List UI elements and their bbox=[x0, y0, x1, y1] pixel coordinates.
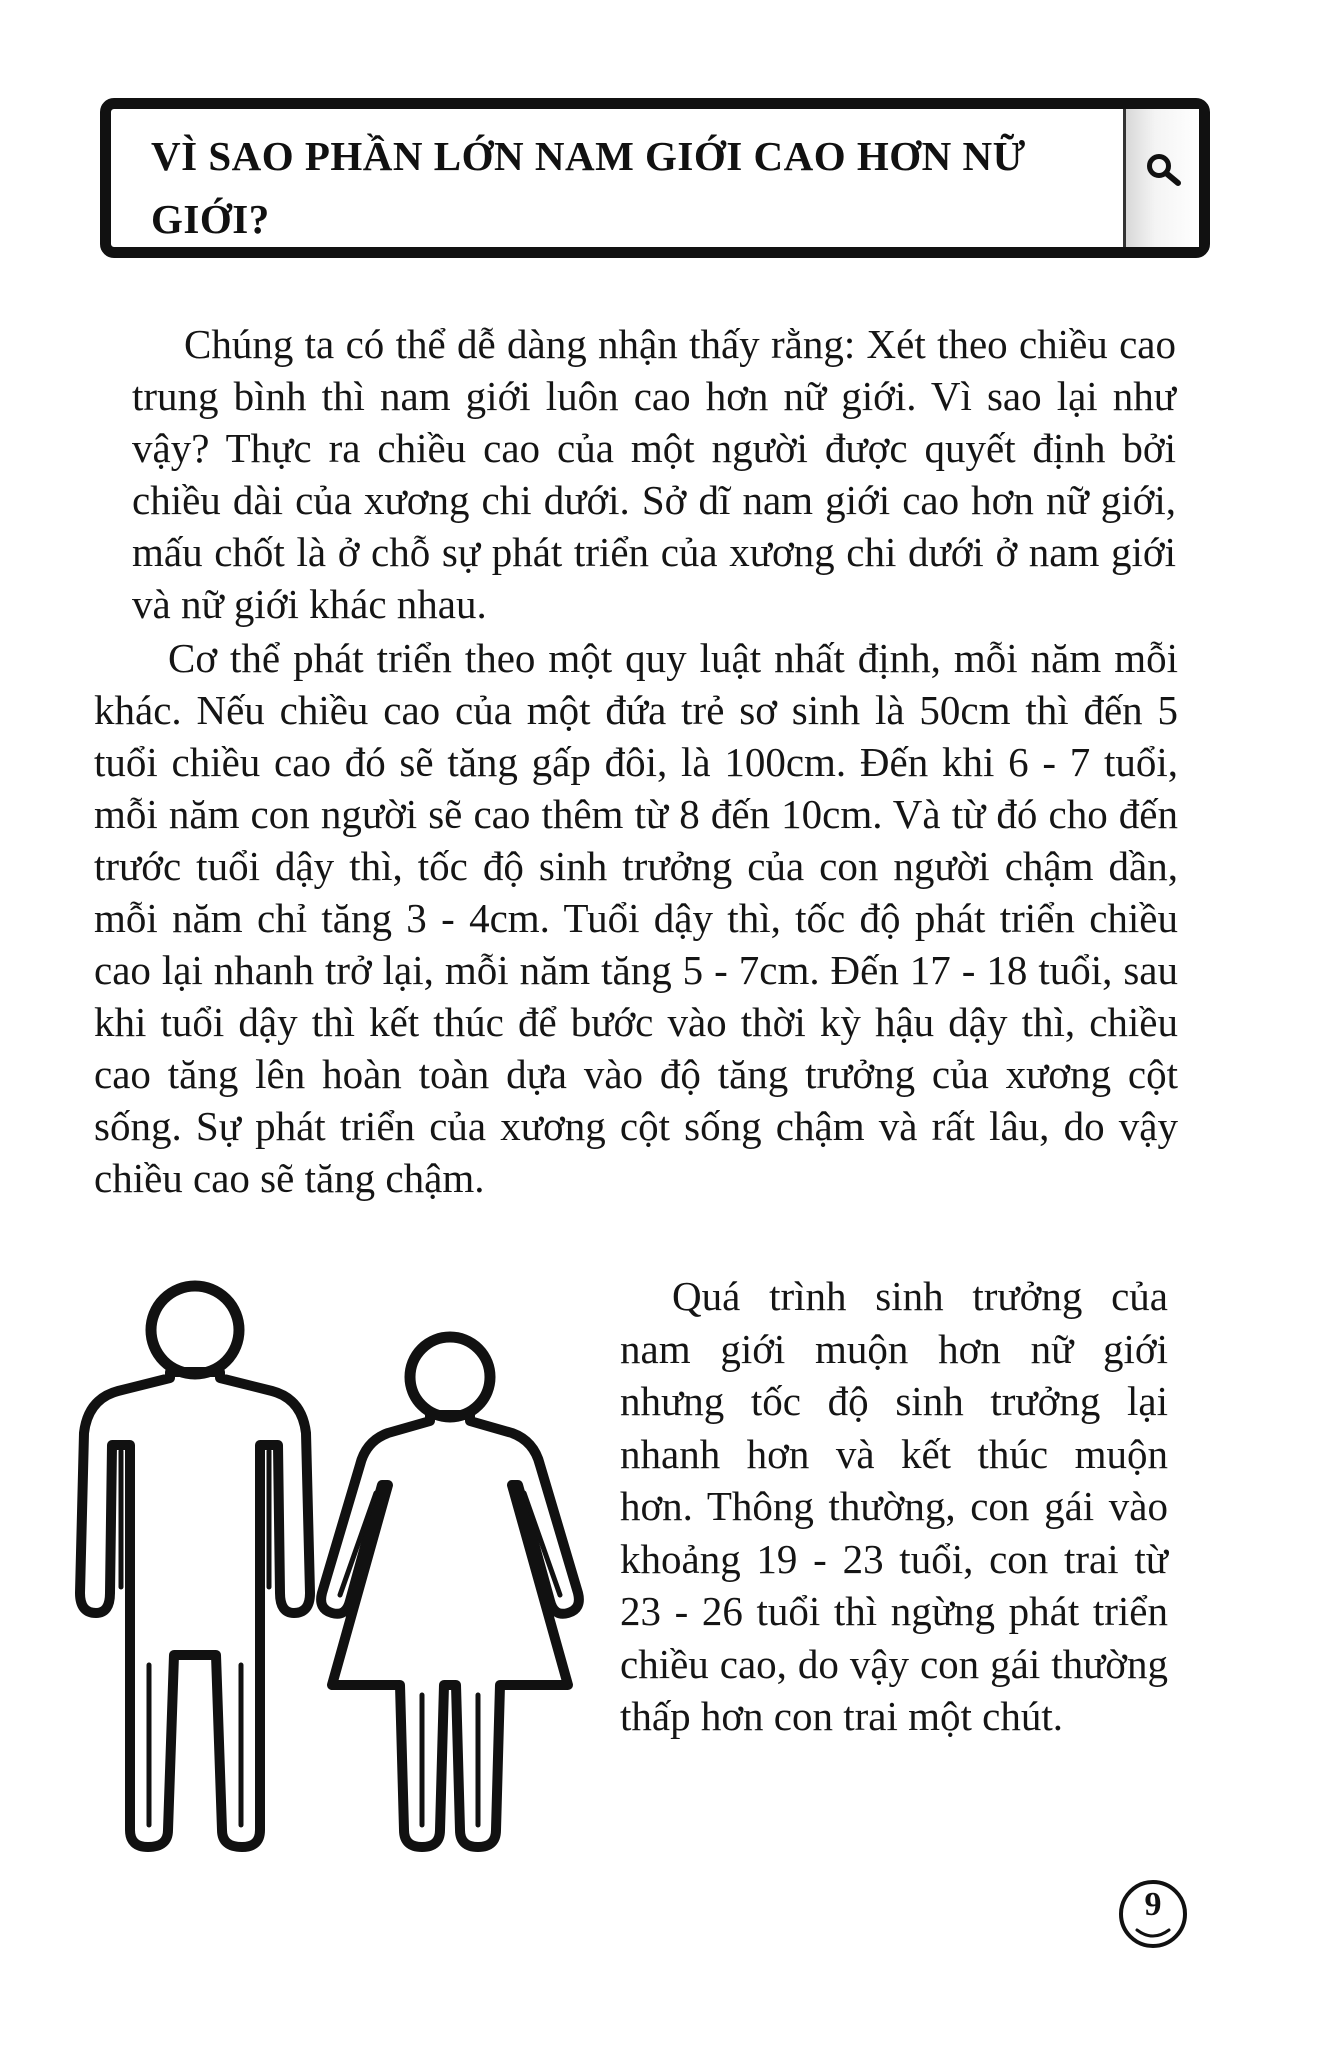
paragraph-conclusion: Quá trình sinh trưởng của nam giới muộn hơn nữ giới nhưng tốc độ sinh trưởng lại nhanh hơn và kết thúc muộn hơn. Thông thường, con gái vào khoảng 19 - 23 tuổi, con trai từ 23 - 26 tuổi thì ngừng phát triển chiều cao, do vậy con gái thường thấp hơn con trai một chút. bbox=[620, 1273, 1168, 1739]
page-title: VÌ SAO PHẦN LỚN NAM GIỚI CAO HƠN NỮ GIỚI? bbox=[151, 133, 1026, 242]
page-number: 9 bbox=[1144, 1886, 1162, 1923]
paragraph-intro: Chúng ta có thể dễ dàng nhận thấy rằng: Xét theo chiều cao trung bình thì nam giới luôn cao hơn nữ giới. Vì sao lại như vậy? Thực ra chiều cao của một người được quyết định bởi chiều dài của xương chi dưới. Sở dĩ nam giới cao hơn nữ giới, mấu chốt là ở chỗ sự phát triển của xương chi dưới ở nam giới và nữ giới khác nhau. bbox=[132, 321, 1176, 627]
search-tab bbox=[1123, 109, 1199, 247]
page-number-badge bbox=[1115, 1878, 1191, 1954]
female-figure-icon bbox=[321, 1337, 579, 1847]
title-box bbox=[100, 98, 1210, 258]
paragraph-growth: Cơ thể phát triển theo một quy luật nhất định, mỗi năm mỗi khác. Nếu chiều cao của một đứa trẻ sơ sinh là 50cm thì đến 5 tuổi chiều cao đó sẽ tăng gấp đôi, là 100cm. Đến khi 6 - 7 tuổi, mỗi năm con người sẽ cao thêm từ 8 đến 10cm. Và từ đó cho đến trước tuổi dậy thì, tốc độ sinh trưởng của con người chậm dần, mỗi năm chỉ tăng 3 - 4cm. Tuổi dậy thì, tốc độ phát triển chiều cao lại nhanh trở lại, mỗi năm tăng 5 - 7cm. Đến 17 - 18 tuổi, sau khi tuổi dậy thì kết thúc để bước vào thời kỳ hậu dậy thì, chiều cao tăng lên hoàn toàn dựa vào độ tăng trưởng của xương cột sống. Sự phát triển của xương cột sống chậm và rất lâu, do vậy chiều cao sẽ tăng chậm. bbox=[94, 635, 1178, 1201]
male-figure-icon bbox=[80, 1286, 310, 1847]
figures-illustration bbox=[70, 1275, 590, 1875]
magnifier-icon bbox=[1144, 151, 1184, 191]
